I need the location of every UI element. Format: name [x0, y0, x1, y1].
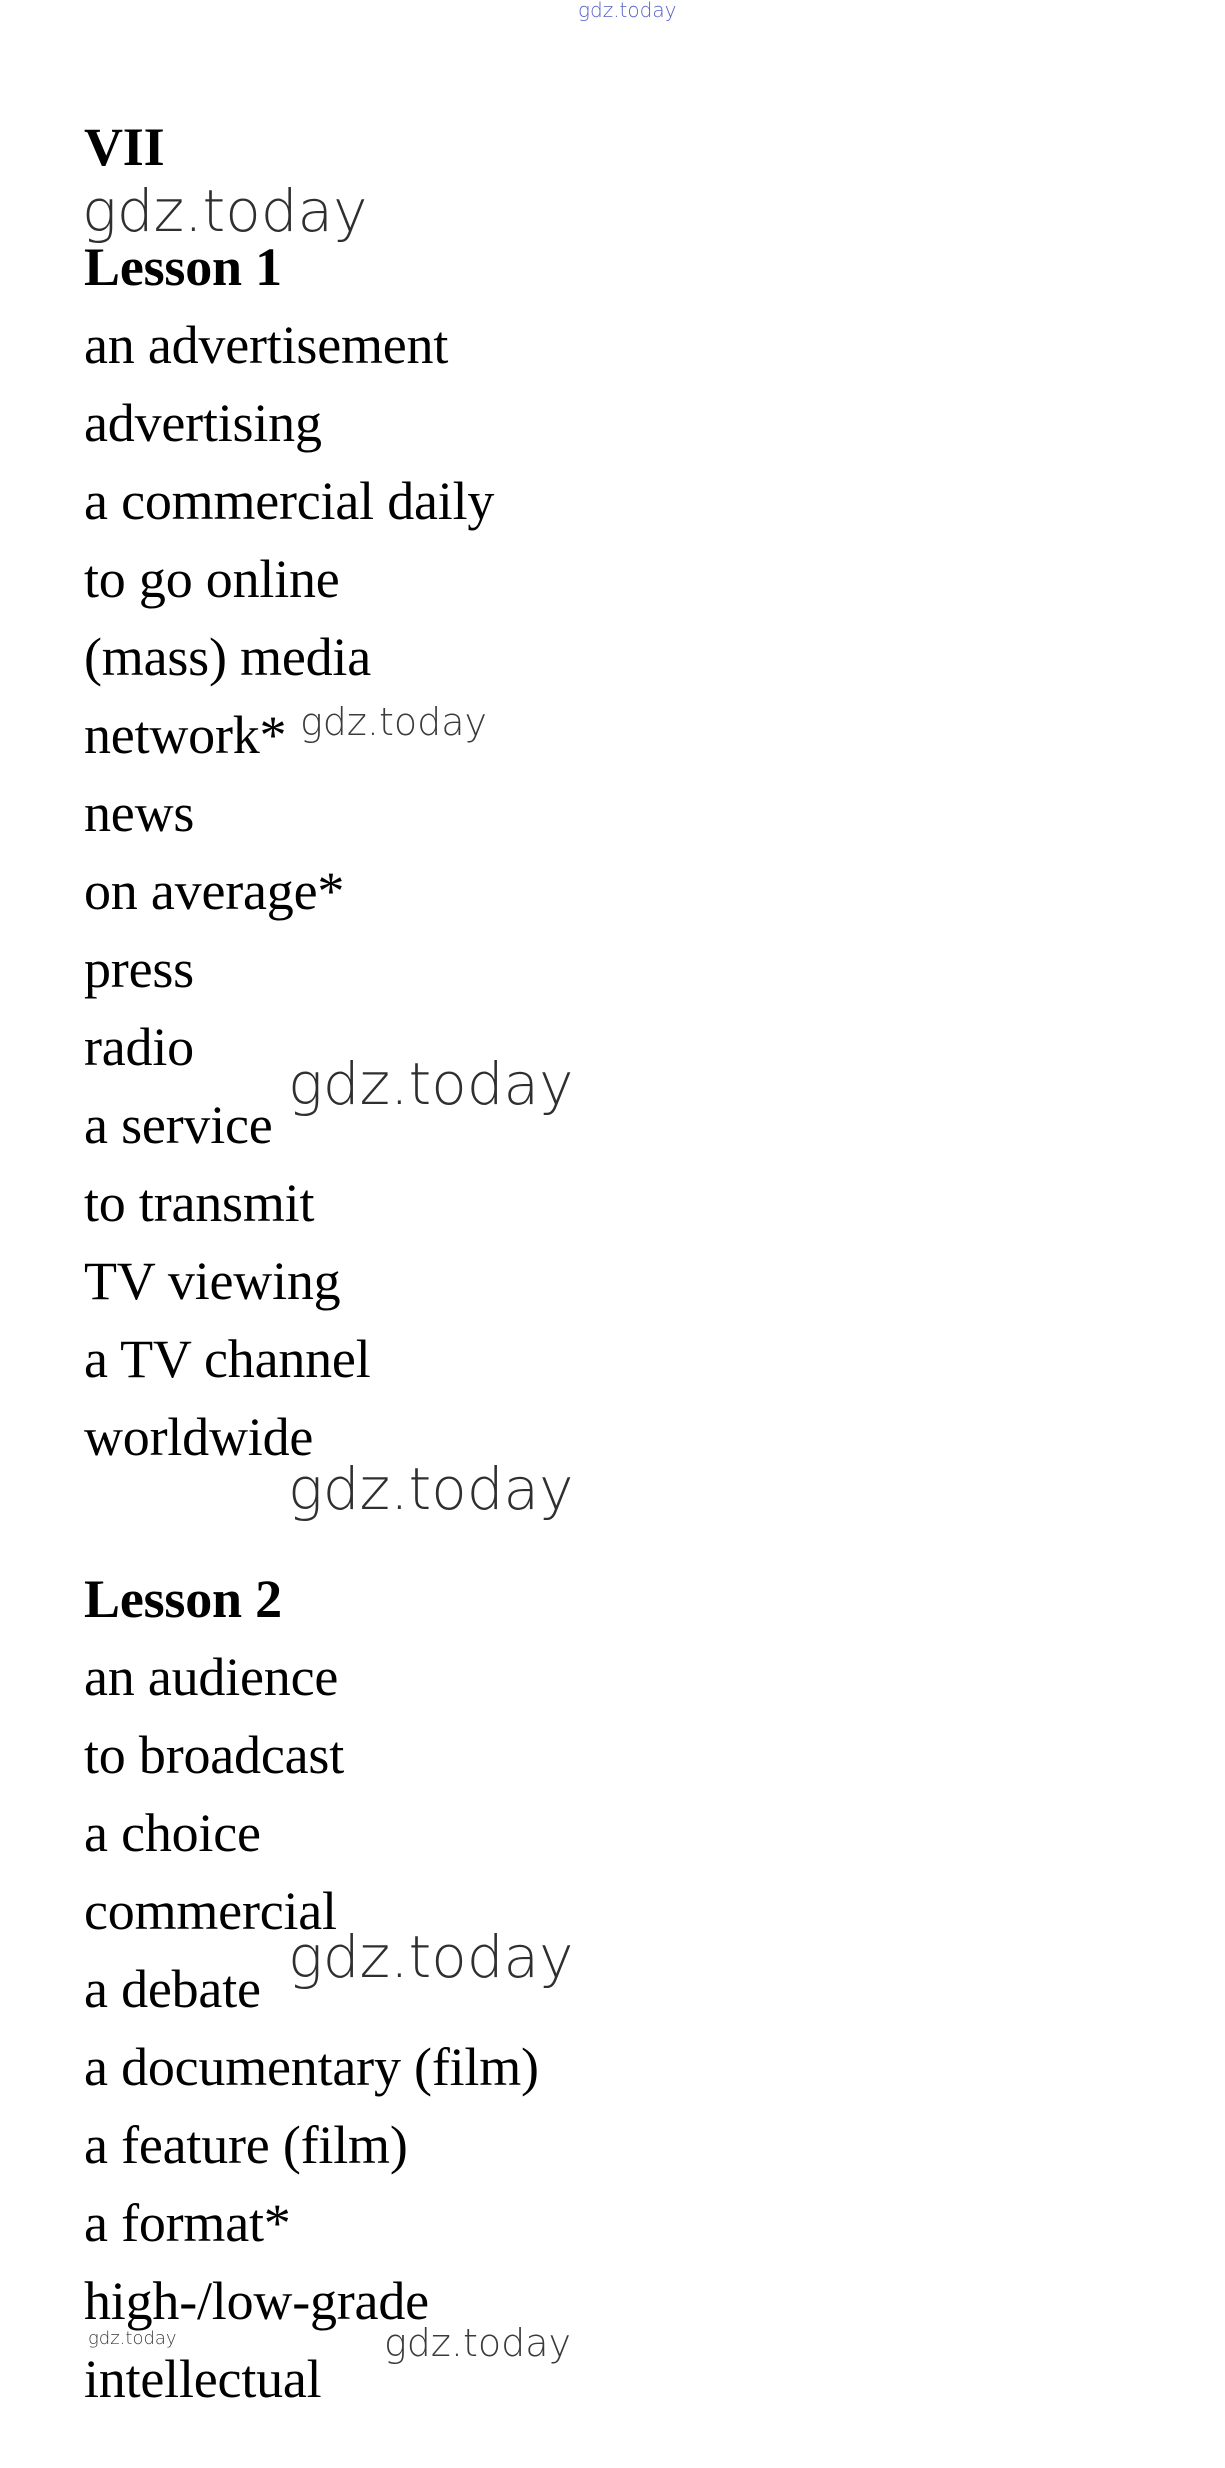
lesson2-item: a feature (film) — [84, 2115, 408, 2175]
lesson1-item: worldwide — [84, 1407, 314, 1467]
lesson1-item: to transmit — [84, 1173, 315, 1233]
lesson1-item: on average* — [84, 861, 345, 921]
lesson1-item: network* — [84, 705, 287, 765]
lesson1-item: an advertisement — [84, 315, 449, 375]
lesson1-heading: Lesson 1 — [84, 237, 282, 297]
lesson1-item: (mass) media — [84, 627, 372, 687]
lesson2-item: high-/low-grade — [84, 2271, 429, 2331]
lesson1-item: to go online — [84, 549, 340, 609]
lesson1-item: TV viewing — [84, 1251, 341, 1311]
lesson1-item: a service — [84, 1095, 273, 1155]
watermark-small-bottom-left: gdz.today — [88, 2328, 177, 2349]
watermark-bottom-right: gdz.today — [384, 2321, 571, 2365]
lesson2-item: a debate — [84, 1959, 261, 2019]
section-title: VII — [84, 117, 165, 177]
watermark-under-title: gdz.today — [82, 177, 368, 245]
watermark-beside-debate: gdz.today — [288, 1923, 574, 1991]
lesson1-item: a commercial daily — [84, 471, 495, 531]
watermark-after-network: gdz.today — [300, 700, 487, 744]
lesson1-item: radio — [84, 1017, 194, 1077]
lesson2-item: an audience — [84, 1647, 339, 1707]
lesson1-item: advertising — [84, 393, 322, 453]
watermark-after-worldwide: gdz.today — [288, 1455, 574, 1523]
lesson2-item: commercial — [84, 1881, 337, 1941]
lesson2-item: a format* — [84, 2193, 291, 2253]
lesson1-item: press — [84, 939, 194, 999]
lesson2-item: to broadcast — [84, 1725, 345, 1785]
lesson2-item: a documentary (film) — [84, 2037, 539, 2097]
lesson2-item: a choice — [84, 1803, 261, 1863]
lesson2-item: intellectual — [84, 2349, 322, 2409]
lesson1-item: news — [84, 783, 195, 843]
watermark-beside-service: gdz.today — [288, 1050, 574, 1118]
lesson1-item: a TV channel — [84, 1329, 371, 1389]
watermark-top: gdz.today — [578, 0, 677, 22]
lesson2-heading: Lesson 2 — [84, 1569, 282, 1629]
